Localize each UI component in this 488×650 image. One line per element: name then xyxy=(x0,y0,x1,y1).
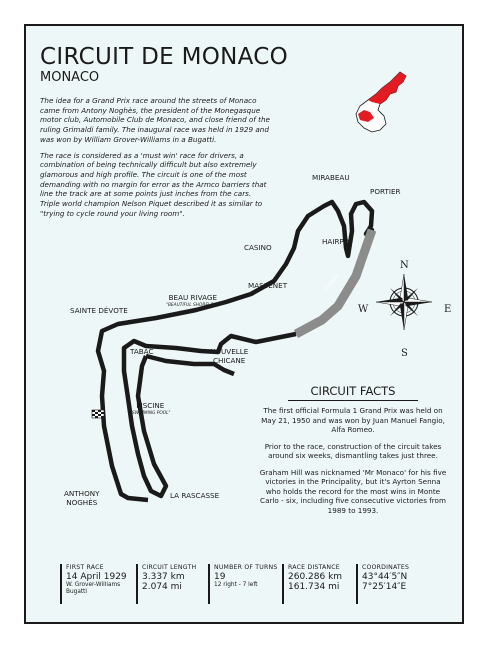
corner-label-portier: PORTIER xyxy=(370,187,401,196)
circuit-title: CIRCUIT DE MONACO xyxy=(40,44,289,70)
compass-rose-icon xyxy=(374,272,434,332)
corner-label-massenet: MASSENET xyxy=(248,281,288,290)
compass-e: E xyxy=(444,304,452,315)
stat-heading: FIRST RACE xyxy=(66,564,104,571)
circuit-facts-divider xyxy=(288,400,418,401)
corner-label-tabac: TABAC xyxy=(130,347,154,356)
corner-label-la-rascasse: LA RASCASSE xyxy=(170,491,220,500)
corner-label-nouvelle: NOUVELLE xyxy=(210,347,249,356)
stat-number-of-turns xyxy=(208,564,280,604)
fact-paragraph: Graham Hill was nicknamed 'Mr Monaco' for his five victories in the Principality, but it's Ayrton Senna who holds the record for the most wins in Monte Carlo - six, including five consecutive victories from 1989 to 1993. xyxy=(259,467,447,515)
stat-value: 3.337 km xyxy=(142,572,185,582)
stat-note: Bugatti xyxy=(66,588,88,595)
stat-value: 260.286 km xyxy=(288,572,343,582)
corner-label-piscine-name: PISCINE xyxy=(136,401,165,410)
fact-paragraph: The first official Formula 1 Grand Prix was held on May 21, 1950 and was won by Juan Manuel Fangio, Alfa Romeo. xyxy=(261,406,445,434)
corner-label-chicane: CHICANE xyxy=(212,355,246,365)
stat-value: 43°44′5″N xyxy=(362,572,408,582)
circuit-facts-title: CIRCUIT FACTS xyxy=(310,384,396,398)
corner-label-mirabeau: MIRABEAU xyxy=(312,173,350,182)
stat-value: 19 xyxy=(214,572,226,582)
corner-label-nouvelle-chicane xyxy=(210,348,248,365)
checkered-flag-icon xyxy=(92,410,104,418)
intro-paragraph: The race is considered as a 'must win' race for drivers, a combination of being technically difficult but also extremely glamorous and high profile. The circuit is one of the most demanding with no margin for error as the Armco barriers that line the track are at some points just inches from the cars. Triple world champion Nelson Piquet described it as similar to "trying to cycle round your living room". xyxy=(40,150,267,218)
stat-race-distance xyxy=(282,564,354,604)
compass-n: N xyxy=(400,260,409,271)
stat-note: 12 right - 7 left xyxy=(214,582,258,589)
stat-heading: RACE DISTANCE xyxy=(288,564,340,571)
fact-paragraph: Prior to the race, construction of the circuit takes around six weeks, dismantling takes just three. xyxy=(264,441,442,460)
poster xyxy=(24,24,464,624)
corner-label-noghes: NOGHÈS xyxy=(66,497,98,507)
stat-value: 14 April 1929 xyxy=(66,572,127,582)
stat-heading: COORDINATES xyxy=(362,564,410,571)
stat-value: 7°25′14″E xyxy=(362,582,407,593)
stat-first-race xyxy=(60,564,132,604)
corner-label-beau-rivage xyxy=(166,294,220,308)
stat-coordinates xyxy=(356,564,432,604)
track-line xyxy=(121,494,148,500)
corner-label-piscine xyxy=(130,402,171,416)
corner-label-piscine-sub: "SWIMMING POOL" xyxy=(130,410,171,416)
compass-s: S xyxy=(401,348,408,359)
stats-bar xyxy=(60,564,432,604)
stat-value: 161.734 mi xyxy=(288,582,340,593)
circuit-facts-text xyxy=(258,406,448,522)
corner-label-tunnel: TUNNEL xyxy=(323,273,341,293)
corner-label-beau-rivage-name: BEAU RIVAGE xyxy=(168,293,217,302)
corner-label-casino: CASINO xyxy=(244,243,272,252)
stat-note: W. Grover-Williams xyxy=(66,582,121,589)
stat-value: 2.074 mi xyxy=(142,582,182,593)
corner-label-hairpin: HAIRPIN xyxy=(322,237,352,246)
country-subtitle: MONACO xyxy=(40,70,100,85)
stat-heading: CIRCUIT LENGTH xyxy=(142,564,197,571)
intro-paragraph: The idea for a Grand Prix race around the streets of Monaco came from Antony Noghès, the president of the Monegasque motor club, Automobile Club de Monaco, and close friend of the ruling Grimaldi family. The inaugural race was held in 1929 and was won by William Grover-Williams in a Bugatti. xyxy=(40,96,270,144)
stat-heading: NUMBER OF TURNS xyxy=(214,564,278,571)
corner-label-sainte-devote: SAINTE DÉVOTE xyxy=(70,306,128,315)
corner-label-beau-rivage-sub: "BEAUTIFUL SHORELINE" xyxy=(166,302,220,308)
corner-label-anthony-noghes xyxy=(64,490,100,507)
corner-label-anthony: ANTHONY xyxy=(64,489,100,498)
compass-w: W xyxy=(358,304,369,315)
stat-circuit-length xyxy=(136,564,206,604)
